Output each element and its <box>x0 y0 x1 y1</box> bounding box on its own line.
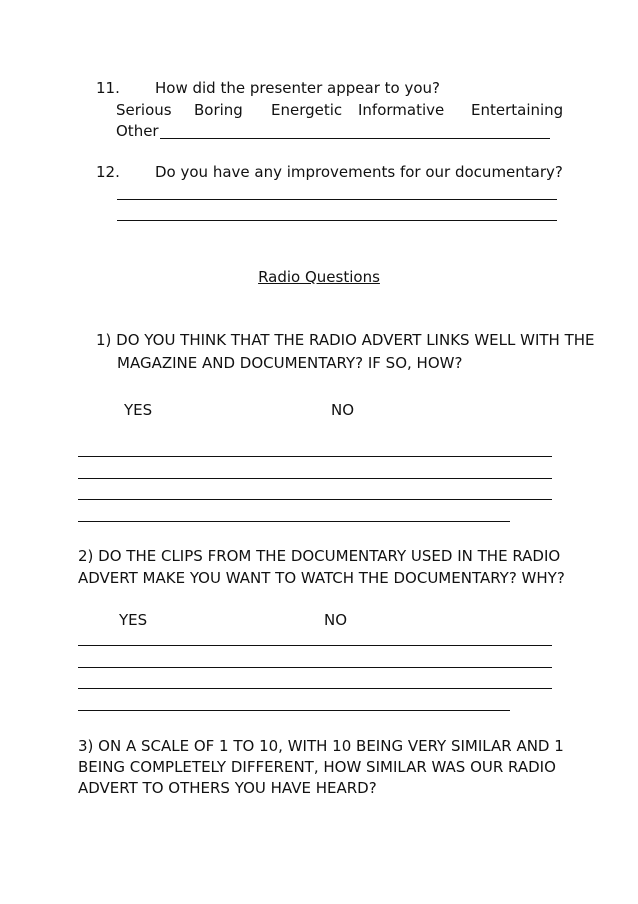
r2-question-line2: ADVERT MAKE YOU WANT TO WATCH THE DOCUMENTARY? WHY? <box>78 569 565 587</box>
option-entertaining[interactable]: Entertaining <box>471 101 564 119</box>
option-informative[interactable]: Informative <box>358 101 445 119</box>
r2-answer-line[interactable] <box>78 645 552 646</box>
r1-answer-line[interactable] <box>78 521 510 522</box>
r3-question-line1: 3) ON A SCALE OF 1 TO 10, WITH 10 BEING VERY SIMILAR AND 1 <box>78 737 564 755</box>
r1-answer-line[interactable] <box>78 456 552 457</box>
option-boring[interactable]: Boring <box>194 101 243 119</box>
r1-question-line2: MAGAZINE AND DOCUMENTARY? IF SO, HOW? <box>117 354 463 372</box>
q12-answer-line[interactable] <box>117 199 557 200</box>
r3-question-line2: BEING COMPLETELY DIFFERENT, HOW SIMILAR WAS OUR RADIO <box>78 758 556 776</box>
r2-question-line1: 2) DO THE CLIPS FROM THE DOCUMENTARY USED IN THE RADIO <box>78 547 561 565</box>
r1-no-option[interactable]: NO <box>331 401 355 419</box>
r2-answer-line[interactable] <box>78 667 552 668</box>
option-energetic[interactable]: Energetic <box>271 101 343 119</box>
r2-answer-line[interactable] <box>78 688 552 689</box>
r1-question-line1: 1) DO YOU THINK THAT THE RADIO ADVERT LINKS WELL WITH THE <box>96 331 595 349</box>
other-answer-line[interactable] <box>160 138 550 139</box>
r2-answer-line[interactable] <box>78 710 510 711</box>
q12-number: 12. <box>96 163 120 181</box>
r2-no-option[interactable]: NO <box>324 611 348 629</box>
q12-answer-line[interactable] <box>117 220 557 221</box>
q11-number: 11. <box>96 79 120 97</box>
other-label: Other <box>116 122 159 140</box>
radio-questions-heading: Radio Questions <box>258 268 380 286</box>
q11-question: How did the presenter appear to you? <box>155 79 440 97</box>
r3-question-line3: ADVERT TO OTHERS YOU HAVE HEARD? <box>78 779 377 797</box>
r1-yes-option[interactable]: YES <box>124 401 153 419</box>
option-serious[interactable]: Serious <box>116 101 172 119</box>
q12-question: Do you have any improvements for our documentary? <box>155 163 563 181</box>
r2-yes-option[interactable]: YES <box>119 611 148 629</box>
r1-answer-line[interactable] <box>78 478 552 479</box>
r1-answer-line[interactable] <box>78 499 552 500</box>
